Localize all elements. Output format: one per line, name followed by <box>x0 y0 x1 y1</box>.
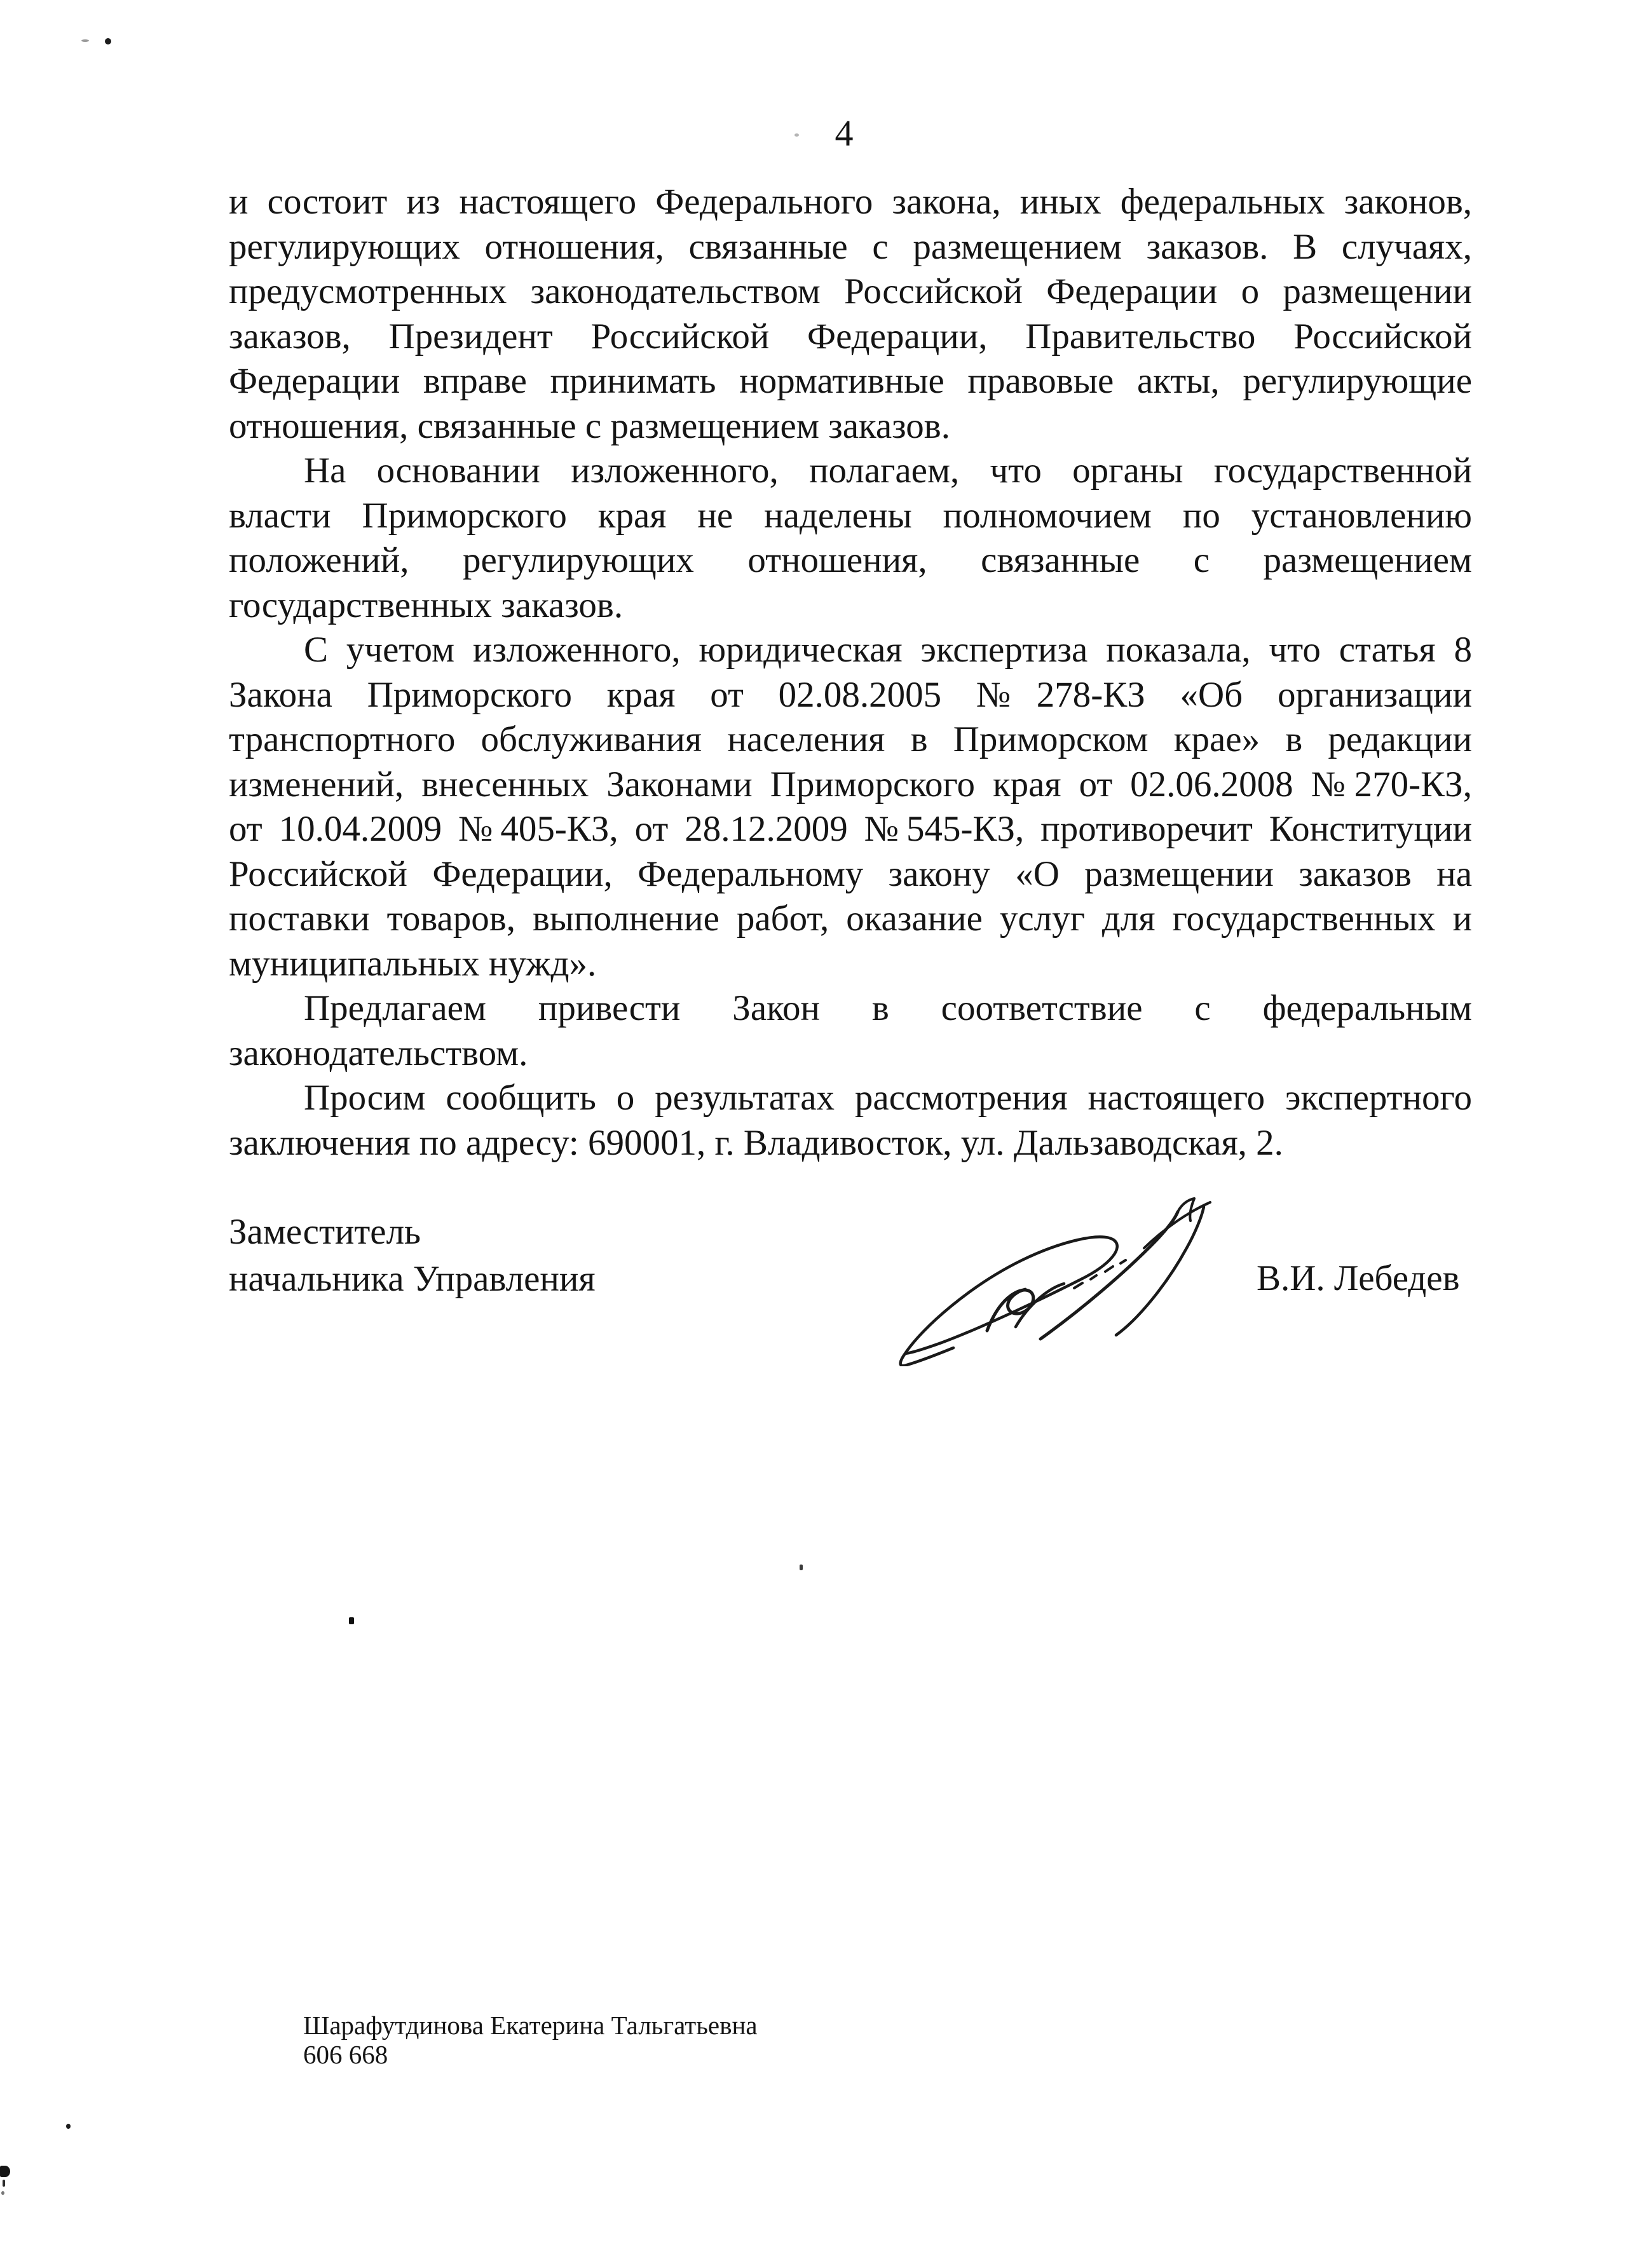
scan-speck <box>81 39 89 42</box>
paragraph-1-line-4: заказов, Президент Российской Федерации, Правительство Российской <box>229 316 1472 356</box>
paragraph-3-line-8: муниципальных нужд». <box>229 943 597 984</box>
paragraph-3-line-6: Российской Федерации, Федеральному закону «О размещении заказов на <box>229 853 1472 894</box>
paragraph-4-line-2: законодательством. <box>229 1033 528 1073</box>
paragraph-2-line-1: На основании изложенного, полагаем, что органы государственной <box>304 451 1472 491</box>
paragraph-4-line-1: Предлагаем привести Закон в соответствие с федеральным <box>304 988 1472 1028</box>
scan-speck <box>349 1617 354 1624</box>
scan-speck <box>3 2180 5 2187</box>
paragraph-3-line-4: изменений, внесенных Законами Приморского края от 02.06.2008 №270-КЗ, <box>229 764 1472 805</box>
document-body <box>229 180 1472 1165</box>
paragraph-2-line-2: власти Приморского края не наделены полномочием по установлению <box>229 495 1472 536</box>
paragraph-1-line-6: отношения, связанные с размещением заказов. <box>229 405 950 446</box>
paragraph-3-line-2: Закона Приморского края от 02.08.2005 №278-КЗ «Об организации <box>229 674 1472 715</box>
paragraph-2-line-3: положений, регулирующих отношения, связанные с размещением <box>229 540 1472 580</box>
scan-speck <box>794 133 799 137</box>
paragraph-3-line-1: С учетом изложенного, юридическая экспертиза показала, что статья 8 <box>304 630 1472 670</box>
paragraph-1-line-3: предусмотренных законодательством Российской Федерации о размещении <box>229 271 1472 311</box>
paragraph-5-line-2: заключения по адресу: 690001, г. Владивосток, ул. Дальзаводская, 2. <box>229 1122 1283 1163</box>
executor-block <box>303 2011 758 2069</box>
signer-name: В.И. Лебедев <box>1257 1258 1460 1298</box>
paragraph-5-line-1: Просим сообщить о результатах рассмотрения настоящего экспертного <box>304 1078 1472 1118</box>
paragraph-2-line-4: государственных заказов. <box>229 585 624 625</box>
paragraph-1-line-5: Федерации вправе принимать нормативные правовые акты, регулирующие <box>229 361 1472 401</box>
signer-position-line-2: начальника Управления <box>229 1259 596 1299</box>
paragraph-3-line-3: транспортного обслуживания населения в Приморском крае» в редакции <box>229 719 1472 759</box>
signer-position-line-1: Заместитель <box>229 1212 421 1252</box>
paragraph-3-line-7: поставки товаров, выполнение работ, оказание услуг для государственных и <box>229 899 1472 939</box>
scan-speck <box>0 2166 10 2177</box>
executor-name: Шарафутдинова Екатерина Тальгатьевна <box>303 2011 758 2040</box>
handwritten-signature <box>887 1176 1224 1366</box>
page-number: 4 <box>835 112 854 154</box>
paragraph-1-line-1: и состоит из настоящего Федерального закона, иных федеральных законов, <box>229 182 1472 222</box>
scan-speck <box>800 1565 803 1570</box>
scan-speck <box>105 38 111 44</box>
scan-speck <box>1 2191 4 2195</box>
paragraph-1-line-2: регулирующих отношения, связанные с размещением заказов. В случаях, <box>229 226 1472 267</box>
paragraph-3-line-5: от 10.04.2009 №405-КЗ, от 28.12.2009 №545-КЗ, противоречит Конституции <box>229 809 1472 849</box>
scan-speck <box>66 2124 71 2129</box>
signer-position <box>229 1209 596 1303</box>
executor-phone: 606 668 <box>303 2040 388 2069</box>
